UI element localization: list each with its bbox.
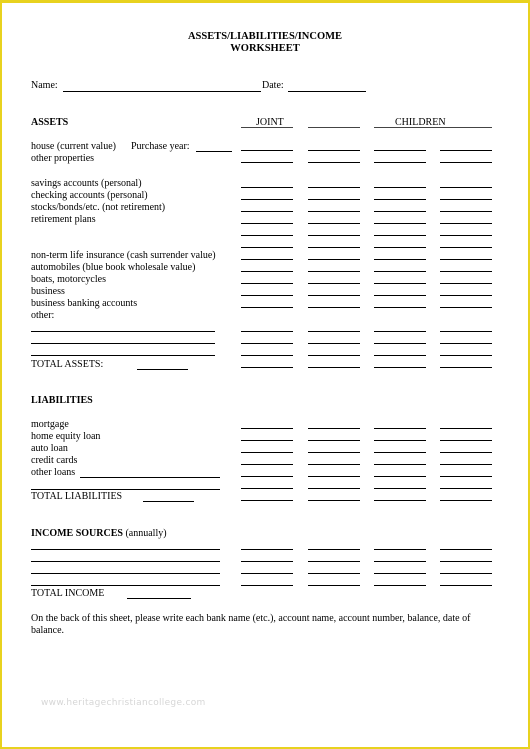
boats-label: boats, motorcycles	[31, 274, 106, 285]
name-field[interactable]	[63, 91, 261, 92]
amount-field-col4[interactable]	[440, 223, 492, 224]
checking-label: checking accounts (personal)	[31, 190, 148, 201]
amount-field-col4[interactable]	[440, 488, 492, 489]
amount-field-col4[interactable]	[440, 271, 492, 272]
amount-field-col1[interactable]	[241, 307, 293, 308]
amount-field-col3[interactable]	[374, 367, 426, 368]
amount-field-col1[interactable]	[241, 211, 293, 212]
business-banking-label: business banking accounts	[31, 298, 138, 309]
total-income-field[interactable]	[127, 598, 191, 599]
other-properties-label: other properties	[31, 153, 95, 164]
liabilities-heading: LIABILITIES	[31, 395, 93, 406]
amount-field-col1[interactable]	[241, 488, 293, 489]
amount-field-col3[interactable]	[374, 343, 426, 344]
mortgage-label: mortgage	[31, 419, 69, 430]
amount-field-col1[interactable]	[241, 271, 293, 272]
amount-field-col2[interactable]	[308, 355, 360, 356]
amount-field-col4[interactable]	[440, 162, 492, 163]
amount-field-col3[interactable]	[374, 440, 426, 441]
income-source-line[interactable]	[31, 549, 220, 550]
business-label: business	[31, 286, 65, 297]
name-label: Name:	[31, 80, 58, 91]
amount-field-col1[interactable]	[241, 187, 293, 188]
amount-field-col1[interactable]	[241, 452, 293, 453]
amount-field-col3[interactable]	[374, 585, 426, 586]
amount-field-col4[interactable]	[440, 283, 492, 284]
amount-field-col1[interactable]	[241, 343, 293, 344]
amount-field-col3[interactable]	[374, 476, 426, 477]
income-source-line[interactable]	[31, 585, 220, 586]
amount-field-col1[interactable]	[241, 199, 293, 200]
amount-field-col2[interactable]	[308, 331, 360, 332]
amount-field-col4[interactable]	[440, 199, 492, 200]
amount-field-col1[interactable]	[241, 331, 293, 332]
amount-field-col3[interactable]	[374, 223, 426, 224]
amount-field-col1[interactable]	[241, 355, 293, 356]
amount-field-col2[interactable]	[308, 452, 360, 453]
watermark: www.heritagechristiancollege.com	[41, 698, 206, 708]
purchase-year-field[interactable]	[196, 151, 232, 152]
income-source-line[interactable]	[31, 573, 220, 574]
auto-loan-label: auto loan	[31, 443, 68, 454]
children-header-rule	[374, 127, 492, 128]
other-loans-label: other loans	[31, 467, 76, 478]
amount-field-col2[interactable]	[308, 573, 360, 574]
amount-field-col4[interactable]	[440, 259, 492, 260]
amount-field-col4[interactable]	[440, 500, 492, 501]
total-assets-label: TOTAL ASSETS:	[31, 359, 104, 370]
amount-field-col2[interactable]	[308, 585, 360, 586]
amount-field-col2[interactable]	[308, 440, 360, 441]
amount-field-col3[interactable]	[374, 199, 426, 200]
income-heading	[31, 528, 167, 540]
amount-field-col4[interactable]	[440, 585, 492, 586]
amount-field-col1[interactable]	[241, 283, 293, 284]
amount-field-col3[interactable]	[374, 307, 426, 308]
house-label: house (current value)	[31, 141, 116, 152]
amount-field-col2[interactable]	[308, 283, 360, 284]
date-label: Date:	[262, 80, 284, 91]
other-asset-line[interactable]	[31, 331, 215, 332]
amount-field-col3[interactable]	[374, 488, 426, 489]
amount-field-col1[interactable]	[241, 428, 293, 429]
amount-field-col3[interactable]	[374, 331, 426, 332]
amount-field-col3[interactable]	[374, 355, 426, 356]
date-field[interactable]	[288, 91, 366, 92]
amount-field-col3[interactable]	[374, 150, 426, 151]
amount-field-col4[interactable]	[440, 150, 492, 151]
amount-field-col2[interactable]	[308, 211, 360, 212]
amount-field-col1[interactable]	[241, 585, 293, 586]
other-assets-label: other:	[31, 310, 55, 321]
column-header-joint: JOINT	[256, 117, 284, 128]
credit-cards-label: credit cards	[31, 455, 78, 466]
amount-field-col3[interactable]	[374, 271, 426, 272]
life-insurance-label: non-term life insurance (cash surrender value)	[31, 250, 216, 261]
amount-field-col1[interactable]	[241, 464, 293, 465]
amount-field-col1[interactable]	[241, 162, 293, 163]
joint-header-rule	[241, 127, 293, 128]
amount-field-col3[interactable]	[374, 283, 426, 284]
amount-field-col2[interactable]	[308, 549, 360, 550]
other-asset-line[interactable]	[31, 355, 215, 356]
stocks-label: stocks/bonds/etc. (not retirement)	[31, 202, 166, 213]
amount-field-col4[interactable]	[440, 440, 492, 441]
amount-field-col4[interactable]	[440, 476, 492, 477]
amount-field-col2[interactable]	[308, 259, 360, 260]
amount-field-col2[interactable]	[308, 199, 360, 200]
worksheet-subtitle: WORKSHEET	[230, 43, 300, 54]
savings-label: savings accounts (personal)	[31, 178, 142, 189]
amount-field-col2[interactable]	[308, 488, 360, 489]
purchase-year-label: Purchase year:	[131, 141, 190, 152]
amount-field-col3[interactable]	[374, 187, 426, 188]
amount-field-col1[interactable]	[241, 367, 293, 368]
amount-field-col2[interactable]	[308, 150, 360, 151]
amount-field-col2[interactable]	[308, 271, 360, 272]
home-equity-label: home equity loan	[31, 431, 101, 442]
other-loans-field[interactable]	[80, 477, 220, 478]
column2-header-rule	[308, 127, 360, 128]
amount-field-col4[interactable]	[440, 331, 492, 332]
amount-field-col2[interactable]	[308, 295, 360, 296]
amount-field-col2[interactable]	[308, 235, 360, 236]
amount-field-col1[interactable]	[241, 259, 293, 260]
amount-field-col1[interactable]	[241, 235, 293, 236]
amount-field-col3[interactable]	[374, 295, 426, 296]
amount-field-col4[interactable]	[440, 561, 492, 562]
amount-field-col4[interactable]	[440, 355, 492, 356]
amount-field-col3[interactable]	[374, 452, 426, 453]
amount-field-col4[interactable]	[440, 295, 492, 296]
amount-field-col1[interactable]	[241, 561, 293, 562]
amount-field-col3[interactable]	[374, 247, 426, 248]
worksheet-title: ASSETS/LIABILITIES/INCOME	[187, 31, 343, 42]
total-liabilities-field[interactable]	[143, 501, 194, 502]
amount-field-col4[interactable]	[440, 343, 492, 344]
amount-field-col4[interactable]	[440, 464, 492, 465]
amount-field-col3[interactable]	[374, 573, 426, 574]
retirement-label: retirement plans	[31, 214, 96, 225]
amount-field-col4[interactable]	[440, 549, 492, 550]
amount-field-col4[interactable]	[440, 452, 492, 453]
amount-field-col2[interactable]	[308, 464, 360, 465]
total-assets-field[interactable]	[137, 369, 188, 370]
amount-field-col2[interactable]	[308, 187, 360, 188]
amount-field-col4[interactable]	[440, 428, 492, 429]
amount-field-col2[interactable]	[308, 307, 360, 308]
amount-field-col2[interactable]	[308, 428, 360, 429]
amount-field-col2[interactable]	[308, 162, 360, 163]
column-header-children: CHILDREN	[395, 117, 446, 128]
amount-field-col2[interactable]	[308, 561, 360, 562]
amount-field-col1[interactable]	[241, 476, 293, 477]
income-heading-label: INCOME SOURCES	[31, 528, 123, 539]
income-source-line[interactable]	[31, 561, 220, 562]
amount-field-col3[interactable]	[374, 500, 426, 501]
other-asset-line[interactable]	[31, 343, 215, 344]
amount-field-col2[interactable]	[308, 247, 360, 248]
amount-field-col2[interactable]	[308, 367, 360, 368]
amount-field-col4[interactable]	[440, 211, 492, 212]
amount-field-col1[interactable]	[241, 295, 293, 296]
amount-field-col1[interactable]	[241, 223, 293, 224]
amount-field-col3[interactable]	[374, 464, 426, 465]
amount-field-col3[interactable]	[374, 561, 426, 562]
amount-field-col2[interactable]	[308, 343, 360, 344]
amount-field-col3[interactable]	[374, 162, 426, 163]
amount-field-col4[interactable]	[440, 573, 492, 574]
amount-field-col2[interactable]	[308, 476, 360, 477]
footer-note-line2: balance.	[31, 625, 65, 636]
amount-field-col4[interactable]	[440, 307, 492, 308]
footer-note-line1: On the back of this sheet, please write each bank name (etc.), account name, account number, balance, date of	[31, 613, 471, 624]
amount-field-col2[interactable]	[308, 223, 360, 224]
amount-field-col3[interactable]	[374, 428, 426, 429]
amount-field-col4[interactable]	[440, 247, 492, 248]
amount-field-col1[interactable]	[241, 500, 293, 501]
amount-field-col1[interactable]	[241, 440, 293, 441]
income-heading-note: (annually)	[125, 528, 167, 539]
amount-field-col4[interactable]	[440, 367, 492, 368]
amount-field-col1[interactable]	[241, 150, 293, 151]
amount-field-col3[interactable]	[374, 235, 426, 236]
total-income-label: TOTAL INCOME	[31, 588, 105, 599]
amount-field-col3[interactable]	[374, 549, 426, 550]
amount-field-col4[interactable]	[440, 187, 492, 188]
amount-field-col3[interactable]	[374, 259, 426, 260]
amount-field-col2[interactable]	[308, 500, 360, 501]
assets-heading: ASSETS	[31, 117, 69, 128]
other-loans-line[interactable]	[31, 489, 220, 490]
amount-field-col1[interactable]	[241, 247, 293, 248]
amount-field-col3[interactable]	[374, 211, 426, 212]
total-liabilities-label: TOTAL LIABILITIES	[31, 491, 123, 502]
amount-field-col1[interactable]	[241, 549, 293, 550]
amount-field-col4[interactable]	[440, 235, 492, 236]
amount-field-col1[interactable]	[241, 573, 293, 574]
automobiles-label: automobiles (blue book wholesale value)	[31, 262, 196, 273]
